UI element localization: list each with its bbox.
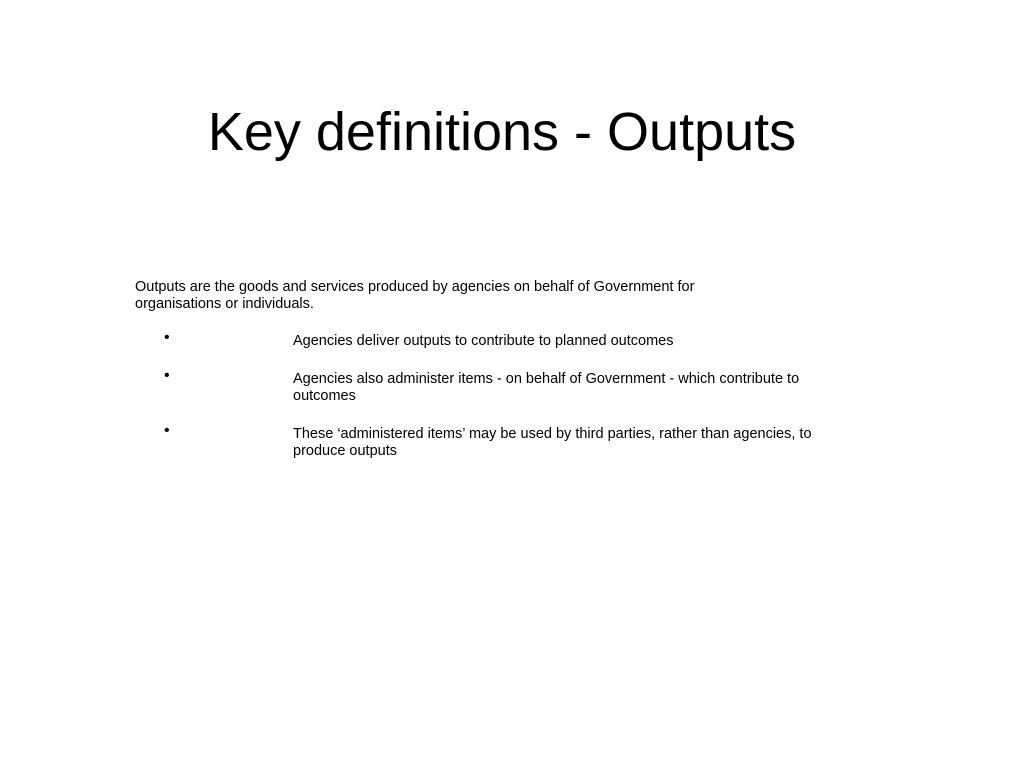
bullet-icon: • — [164, 422, 170, 439]
bullet-text: These ‘administered items’ may be used by third parties, rather than agencies, to produce outputs — [293, 426, 812, 459]
bullet-text: Agencies also administer items - on behalf of Government - which contribute to outcomes — [293, 371, 800, 404]
intro-paragraph: Outputs are the goods and services produced by agencies on behalf of Government for organisations or individuals. — [135, 279, 695, 312]
slide-title: Key definitions - Outputs — [207, 102, 797, 162]
bullet-icon: • — [164, 329, 170, 346]
bullet-text: Agencies deliver outputs to contribute to planned outcomes — [293, 333, 674, 349]
bullet-icon: • — [164, 367, 170, 384]
